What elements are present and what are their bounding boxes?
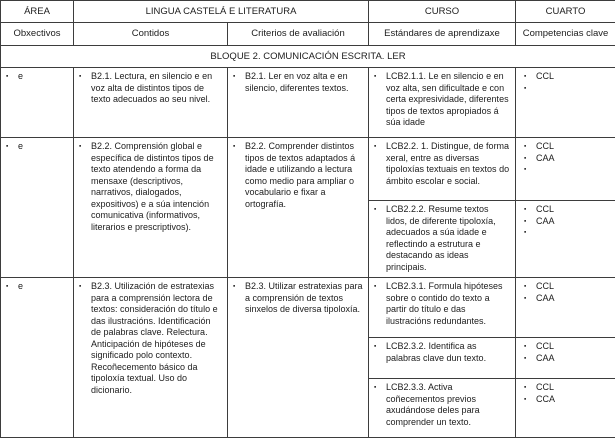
estandar-cell — [369, 278, 516, 338]
column-header-obxectivos: Obxectivos — [1, 23, 74, 46]
estandar-cell — [369, 201, 516, 278]
bullet-icon: ▪ — [6, 73, 9, 80]
estandar-cell — [369, 379, 516, 438]
competencias-cell — [516, 138, 615, 201]
header-area: ÁREA — [1, 1, 74, 23]
bullet-icon: ▪ — [374, 384, 377, 391]
estandar-text: LCB2.3.1. Formula hipóteses sobre o contido do texto a partir do título e das ilustracións redundantes. — [386, 281, 503, 326]
estandar-text: LCB2.2. 1. Distingue, de forma xeral, entre as diversas tipoloxías textuais en textos do ámbito escolar e social. — [386, 141, 510, 186]
bullet-icon: ▪ — [6, 283, 9, 290]
competencias-cell — [516, 278, 615, 338]
estandar-cell — [369, 68, 516, 138]
header-row-columns — [1, 23, 615, 46]
criterios-cell — [228, 278, 369, 438]
header-curso-label: CURSO — [369, 1, 516, 23]
contido-text: B2.1. Lectura, en silencio e en voz alta de distintos tipos de texto adecuados ao seu nivel. — [91, 71, 213, 104]
competencia-value: CCL — [536, 71, 555, 81]
bloque-row — [1, 46, 615, 68]
table-row — [1, 138, 615, 201]
bullet-icon: ▪ — [374, 343, 377, 350]
estandar-text: LCB2.1.1. Le en silencio e en voz alta, sen dificultade e con certa expresividade, diferentes tipos de textos apropiados á súa idade — [386, 71, 509, 127]
bullet-icon: ▪ — [79, 283, 82, 290]
competencia-value: CAA — [536, 215, 555, 226]
bullet-icon: ▪ — [233, 283, 236, 290]
contidos-cell — [74, 68, 228, 138]
contidos-cell — [74, 138, 228, 278]
column-header-criterios: Criterios de avaliación — [228, 23, 369, 46]
competencia-value: CAA — [536, 352, 555, 363]
competencia-value: CCL — [536, 204, 555, 214]
bullet-icon: ▪ — [79, 143, 82, 150]
bullet-icon: ▪ — [524, 166, 527, 173]
competencia-value: CCL — [536, 382, 555, 392]
obxectivo-value: e — [18, 71, 24, 81]
header-row-top — [1, 1, 615, 23]
obxectivos-cell — [1, 68, 74, 138]
bullet-icon: ▪ — [524, 84, 527, 92]
competencias-cell — [516, 68, 615, 138]
contidos-cell — [74, 278, 228, 438]
bullet-icon: ▪ — [79, 73, 82, 80]
column-header-contidos: Contidos — [74, 23, 228, 46]
bullet-icon: ▪ — [524, 73, 527, 80]
obxectivos-cell — [1, 138, 74, 278]
obxectivo-value: e — [18, 281, 24, 291]
bullet-icon: ▪ — [524, 229, 527, 236]
estandar-text: LCB2.2.2. Resume textos lidos, de diferente tipoloxía, adecuados a súa idade e reflectindo a estrutura e destacando as ideas principais. — [386, 204, 496, 272]
table-row — [1, 278, 615, 338]
competencia-value: CAA — [536, 152, 555, 163]
bullet-icon: ▪ — [233, 73, 236, 80]
header-subject: LINGUA CASTELÁ E LITERATURA — [74, 1, 369, 23]
competencia-value: CAA — [536, 292, 555, 303]
obxectivo-value: e — [18, 141, 24, 151]
bullet-icon: ▪ — [524, 294, 527, 302]
bullet-icon: ▪ — [524, 384, 527, 391]
bullet-icon: ▪ — [6, 143, 9, 150]
competencias-cell — [516, 201, 615, 278]
bullet-icon: ▪ — [374, 206, 377, 213]
competencia-value: CCA — [536, 393, 556, 404]
competencias-cell — [516, 338, 615, 379]
bullet-icon: ▪ — [524, 206, 527, 213]
bloque-title: BLOQUE 2. COMUNICACIÓN ESCRITA. LER — [1, 46, 615, 68]
obxectivos-cell — [1, 278, 74, 438]
criterio-text: B2.3. Utilizar estratexias para a comprensión de textos sinxelos de diversa tipoloxía. — [245, 281, 363, 314]
bullet-icon: ▪ — [374, 143, 377, 150]
bullet-icon: ▪ — [524, 283, 527, 290]
estandar-cell — [369, 338, 516, 379]
column-header-estandares: Estándares de aprendizaxe — [369, 23, 516, 46]
criterios-cell — [228, 68, 369, 138]
bullet-icon: ▪ — [524, 143, 527, 150]
estandar-cell — [369, 138, 516, 201]
bullet-icon: ▪ — [524, 154, 527, 162]
column-header-competencias: Competencias clave — [516, 23, 615, 46]
competencia-value: CCL — [536, 281, 555, 291]
criterio-text: B2.2. Comprender distintos tipos de textos adaptados á idade e utilizando a lectura como medio para ampliar o vocabulario e fixar a ortografía. — [245, 141, 356, 209]
bullet-icon: ▪ — [374, 283, 377, 290]
bullet-icon: ▪ — [524, 395, 527, 403]
criterio-text: B2.1. Ler en voz alta e en silencio, diferentes textos. — [245, 71, 349, 93]
competencias-cell — [516, 379, 615, 438]
bullet-icon: ▪ — [524, 354, 527, 362]
contido-text: B2.3. Utilización de estratexias para a comprensión lectora de textos: consideración do título e das ilustracións. Identificación de palabras clave. Relectura. Anticipación de hipóteses de significado polo contexto. Recoñecemento básico da tipoloxía textual. Uso do dicionario. — [91, 281, 218, 395]
header-curso-value: CUARTO — [516, 1, 615, 23]
bullet-icon: ▪ — [524, 217, 527, 225]
estandar-text: LCB2.3.3. Activa coñecementos previos axudándose deles para comprender un texto. — [386, 382, 480, 427]
estandar-text: LCB2.3.2. Identifica as palabras clave dun texto. — [386, 341, 487, 363]
bullet-icon: ▪ — [233, 143, 236, 150]
competencia-value: CCL — [536, 341, 555, 351]
table-row — [1, 68, 615, 138]
contido-text: B2.2. Comprensión global e específica de distintos tipos de texto atendendo a forma da mensaxe (descriptivos, narrativos, dialogados, expositivos) e a súa intención comunicativa (informativos, literarios e prescriptivos). — [91, 141, 214, 232]
criterios-cell — [228, 138, 369, 278]
bullet-icon: ▪ — [374, 73, 377, 80]
competencia-value: CCL — [536, 141, 555, 151]
bullet-icon: ▪ — [524, 343, 527, 350]
